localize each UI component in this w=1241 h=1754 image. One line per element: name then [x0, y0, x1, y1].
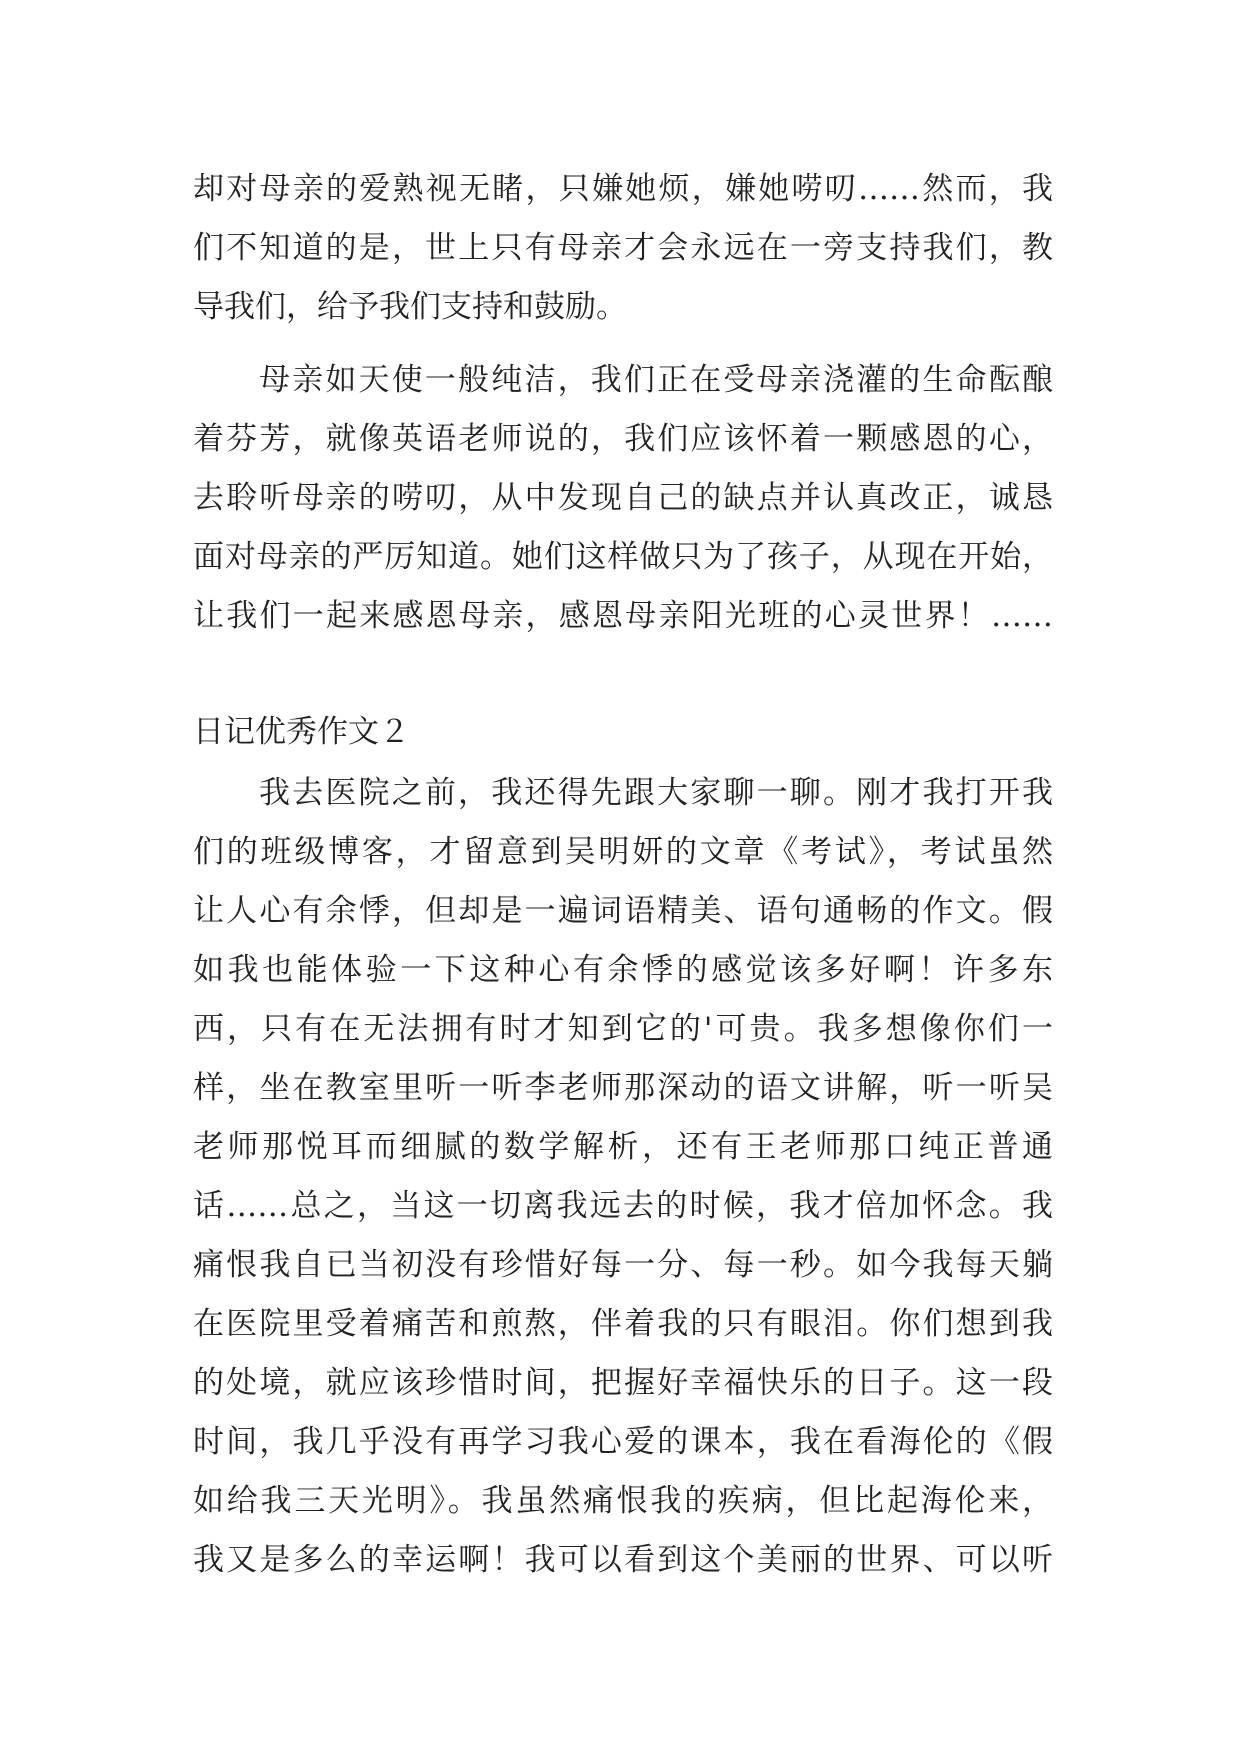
text-line: 时间，我几乎没有再学习我心爱的课本，我在看海伦的《假 — [193, 1424, 1053, 1460]
text-line: 让人心有余悸，但却是一遍词语精美、语句通畅的作文。假 — [193, 893, 1053, 929]
text-line: 面对母亲的严厉知道。她们这样做只为了孩子，从现在开始， — [193, 539, 1053, 575]
section-spacer — [193, 646, 1053, 704]
text-line: 们不知道的是，世上只有母亲才会永远在一旁支持我们，教 — [193, 230, 1053, 266]
paragraph-spacer — [193, 337, 1053, 351]
text-line: 让我们一起来感恩母亲，感恩母亲阳光班的心灵世界！…… — [193, 598, 1053, 634]
text-line: 如我也能体验一下这种心有余悸的感觉该多好啊！许多东 — [193, 952, 1053, 988]
text-line: 导我们，给予我们支持和鼓励。 — [193, 289, 627, 325]
paragraph-3 — [193, 764, 1053, 1590]
document-page — [193, 160, 1053, 1590]
text-line: 如给我三天光明》。我虽然痛恨我的疾病，但比起海伦来， — [193, 1483, 1053, 1519]
text-line: 我又是多么的幸运啊！我可以看到这个美丽的世界、可以听 — [193, 1542, 1053, 1578]
text-line: 我去医院之前，我还得先跟大家聊一聊。刚才我打开我 — [259, 775, 1053, 811]
section-heading: 日记优秀作文２ — [193, 714, 410, 750]
paragraph-1 — [193, 160, 1053, 337]
text-line: 西，只有在无法拥有时才知到它的'可贵。我多想像你们一 — [193, 1011, 1053, 1047]
text-line: 话……总之，当这一切离我远去的时候，我才倍加怀念。我 — [193, 1188, 1053, 1224]
text-line: 着芬芳，就像英语老师说的，我们应该怀着一颗感恩的心， — [193, 421, 1053, 457]
text-line: 们的班级博客，才留意到吴明妍的文章《考试》，考试虽然 — [193, 834, 1053, 870]
text-line: 的处境，就应该珍惜时间，把握好幸福快乐的日子。这一段 — [193, 1365, 1053, 1401]
text-line: 却对母亲的爱熟视无睹，只嫌她烦，嫌她唠叨……然而，我 — [193, 171, 1053, 207]
paragraph-2 — [193, 351, 1053, 646]
text-line: 痛恨我自已当初没有珍惜好每一分、每一秒。如今我每天躺 — [193, 1247, 1053, 1283]
text-line: 样，坐在教室里听一听李老师那深动的语文讲解，听一听吴 — [193, 1070, 1053, 1106]
text-line: 母亲如天使一般纯洁，我们正在受母亲浇灌的生命酝酿 — [259, 362, 1053, 398]
text-line: 在医院里受着痛苦和煎熬，伴着我的只有眼泪。你们想到我 — [193, 1306, 1053, 1342]
text-line: 去聆听母亲的唠叨，从中发现自己的缺点并认真改正，诚恳 — [193, 480, 1053, 516]
text-line: 老师那悦耳而细腻的数学解析，还有王老师那口纯正普通 — [193, 1129, 1053, 1165]
